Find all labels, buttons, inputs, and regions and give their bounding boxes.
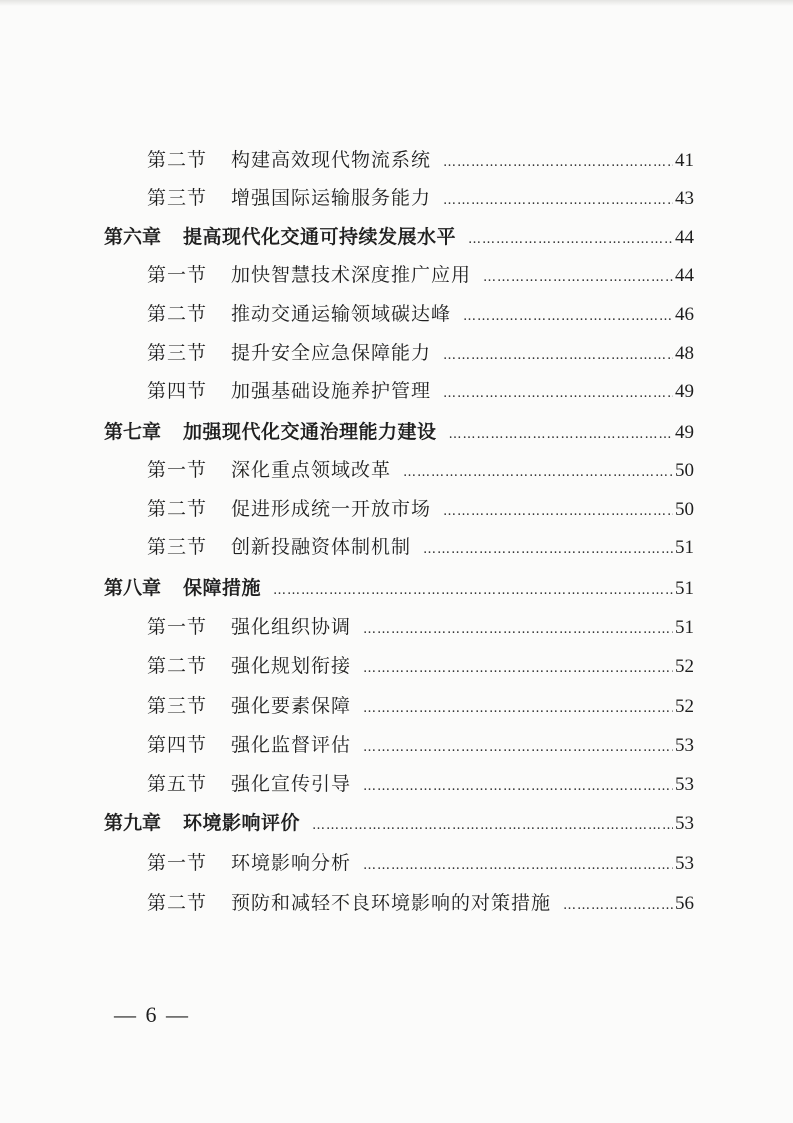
toc-entry-number: 第二节: [147, 892, 208, 914]
page-number-footer: — 6 —: [114, 1002, 190, 1027]
toc-entry-page: 49: [675, 422, 694, 443]
dot-leader: [363, 733, 673, 763]
toc-entry-page: 53: [675, 853, 694, 874]
toc-entry-title: 推动交通运输领域碳达峰: [231, 303, 452, 325]
toc-entry-section[interactable]: [147, 730, 694, 760]
dot-leader: [312, 811, 673, 841]
toc-entry-section[interactable]: [147, 532, 694, 562]
toc-entry-title: 加强基础设施养护管理: [231, 380, 432, 402]
dot-leader: [363, 694, 673, 724]
toc-entry-section[interactable]: [147, 145, 694, 175]
toc-entry-number: 第三节: [147, 187, 208, 209]
toc-entry-title: 深化重点领域改革: [231, 459, 392, 481]
toc-entry-section[interactable]: [147, 183, 694, 213]
toc-entry-section[interactable]: [147, 888, 694, 918]
toc-entry-page: 44: [675, 265, 694, 286]
dot-leader: [423, 535, 673, 565]
toc-entry-section[interactable]: [147, 455, 694, 485]
toc-entry-title: 环境影响分析: [231, 852, 352, 874]
toc-entry-title: 提高现代化交通可持续发展水平: [183, 226, 457, 248]
toc-entry-number: 第四节: [147, 734, 208, 756]
toc-entry-title: 强化要素保障: [231, 695, 352, 717]
dot-leader: [563, 891, 673, 921]
toc-entry-section[interactable]: [147, 848, 694, 878]
toc-entry-section[interactable]: [147, 338, 694, 368]
toc-entry-section[interactable]: [147, 651, 694, 681]
toc-entry-section[interactable]: [147, 260, 694, 290]
toc-entry-title: 促进形成统一开放市场: [231, 498, 432, 520]
toc-entry-page: 49: [675, 381, 694, 402]
toc-entry-page: 48: [675, 343, 694, 364]
toc-entry-title: 强化监督评估: [231, 734, 352, 756]
toc-entry-number: 第六章: [104, 226, 162, 248]
dot-leader: [443, 186, 673, 216]
toc-entry-page: 51: [675, 578, 694, 599]
toc-entry-page: 53: [675, 813, 694, 834]
toc-entry-title: 强化规划衔接: [231, 655, 352, 677]
dot-leader: [449, 420, 673, 450]
toc-entry-section[interactable]: [147, 612, 694, 642]
toc-entry-chapter[interactable]: [104, 417, 694, 447]
dot-leader: [363, 772, 673, 802]
toc-entry-number: 第九章: [104, 812, 162, 834]
toc-entry-section[interactable]: [147, 769, 694, 799]
toc-entry-page: 53: [675, 774, 694, 795]
toc-entry-title: 强化宣传引导: [231, 773, 352, 795]
toc-entry-number: 第四节: [147, 380, 208, 402]
toc-entry-number: 第二节: [147, 303, 208, 325]
toc-entry-chapter[interactable]: [104, 808, 694, 838]
dot-leader: [443, 497, 673, 527]
toc-entry-title: 环境影响评价: [183, 812, 301, 834]
dot-leader: [273, 576, 673, 606]
toc-entry-title: 创新投融资体制机制: [231, 536, 412, 558]
toc-entry-page: 46: [675, 304, 694, 325]
toc-entry-number: 第五节: [147, 773, 208, 795]
toc-entry-page: 50: [675, 460, 694, 481]
toc-entry-page: 52: [675, 696, 694, 717]
toc-entry-page: 56: [675, 893, 694, 914]
dot-leader: [443, 379, 673, 409]
toc-entry-number: 第三节: [147, 536, 208, 558]
dot-leader: [363, 851, 673, 881]
toc-entry-number: 第一节: [147, 264, 208, 286]
toc-entry-page: 50: [675, 499, 694, 520]
toc-entry-title: 提升安全应急保障能力: [231, 342, 432, 364]
toc-entry-number: 第一节: [147, 852, 208, 874]
toc-entry-number: 第三节: [147, 695, 208, 717]
toc-entry-number: 第一节: [147, 459, 208, 481]
toc-entry-page: 41: [675, 150, 694, 171]
toc-entry-chapter[interactable]: [104, 222, 694, 252]
toc-entry-page: 52: [675, 656, 694, 677]
dot-leader: [468, 225, 673, 255]
toc-entry-chapter[interactable]: [104, 573, 694, 603]
toc-entry-number: 第八章: [104, 577, 162, 599]
toc-entry-title: 加强现代化交通治理能力建设: [183, 421, 437, 443]
toc-entry-section[interactable]: [147, 691, 694, 721]
toc-entry-page: 53: [675, 735, 694, 756]
toc-entry-section[interactable]: [147, 376, 694, 406]
toc-entry-title: 强化组织协调: [231, 616, 352, 638]
toc-entry-section[interactable]: [147, 299, 694, 329]
dot-leader: [463, 302, 673, 332]
toc-entry-title: 预防和减轻不良环境影响的对策措施: [231, 892, 552, 914]
dot-leader: [443, 148, 673, 178]
dot-leader: [363, 654, 673, 684]
toc-entry-number: 第二节: [147, 149, 208, 171]
toc-entry-page: 51: [675, 617, 694, 638]
toc-entry-page: 51: [675, 537, 694, 558]
dot-leader: [483, 263, 673, 293]
toc-entry-number: 第一节: [147, 616, 208, 638]
toc-entry-page: 44: [675, 227, 694, 248]
toc-entry-number: 第二节: [147, 498, 208, 520]
dot-leader: [403, 458, 673, 488]
toc-entry-title: 加快智慧技术深度推广应用: [231, 264, 472, 286]
toc-entry-number: 第三节: [147, 342, 208, 364]
dot-leader: [443, 341, 673, 371]
toc-entry-title: 构建高效现代物流系统: [231, 149, 432, 171]
toc-entry-page: 43: [675, 188, 694, 209]
toc-entry-number: 第七章: [104, 421, 162, 443]
toc-entry-number: 第二节: [147, 655, 208, 677]
toc-entry-title: 保障措施: [183, 577, 262, 599]
dot-leader: [363, 615, 673, 645]
toc-entry-title: 增强国际运输服务能力: [231, 187, 432, 209]
toc-entry-section[interactable]: [147, 494, 694, 524]
